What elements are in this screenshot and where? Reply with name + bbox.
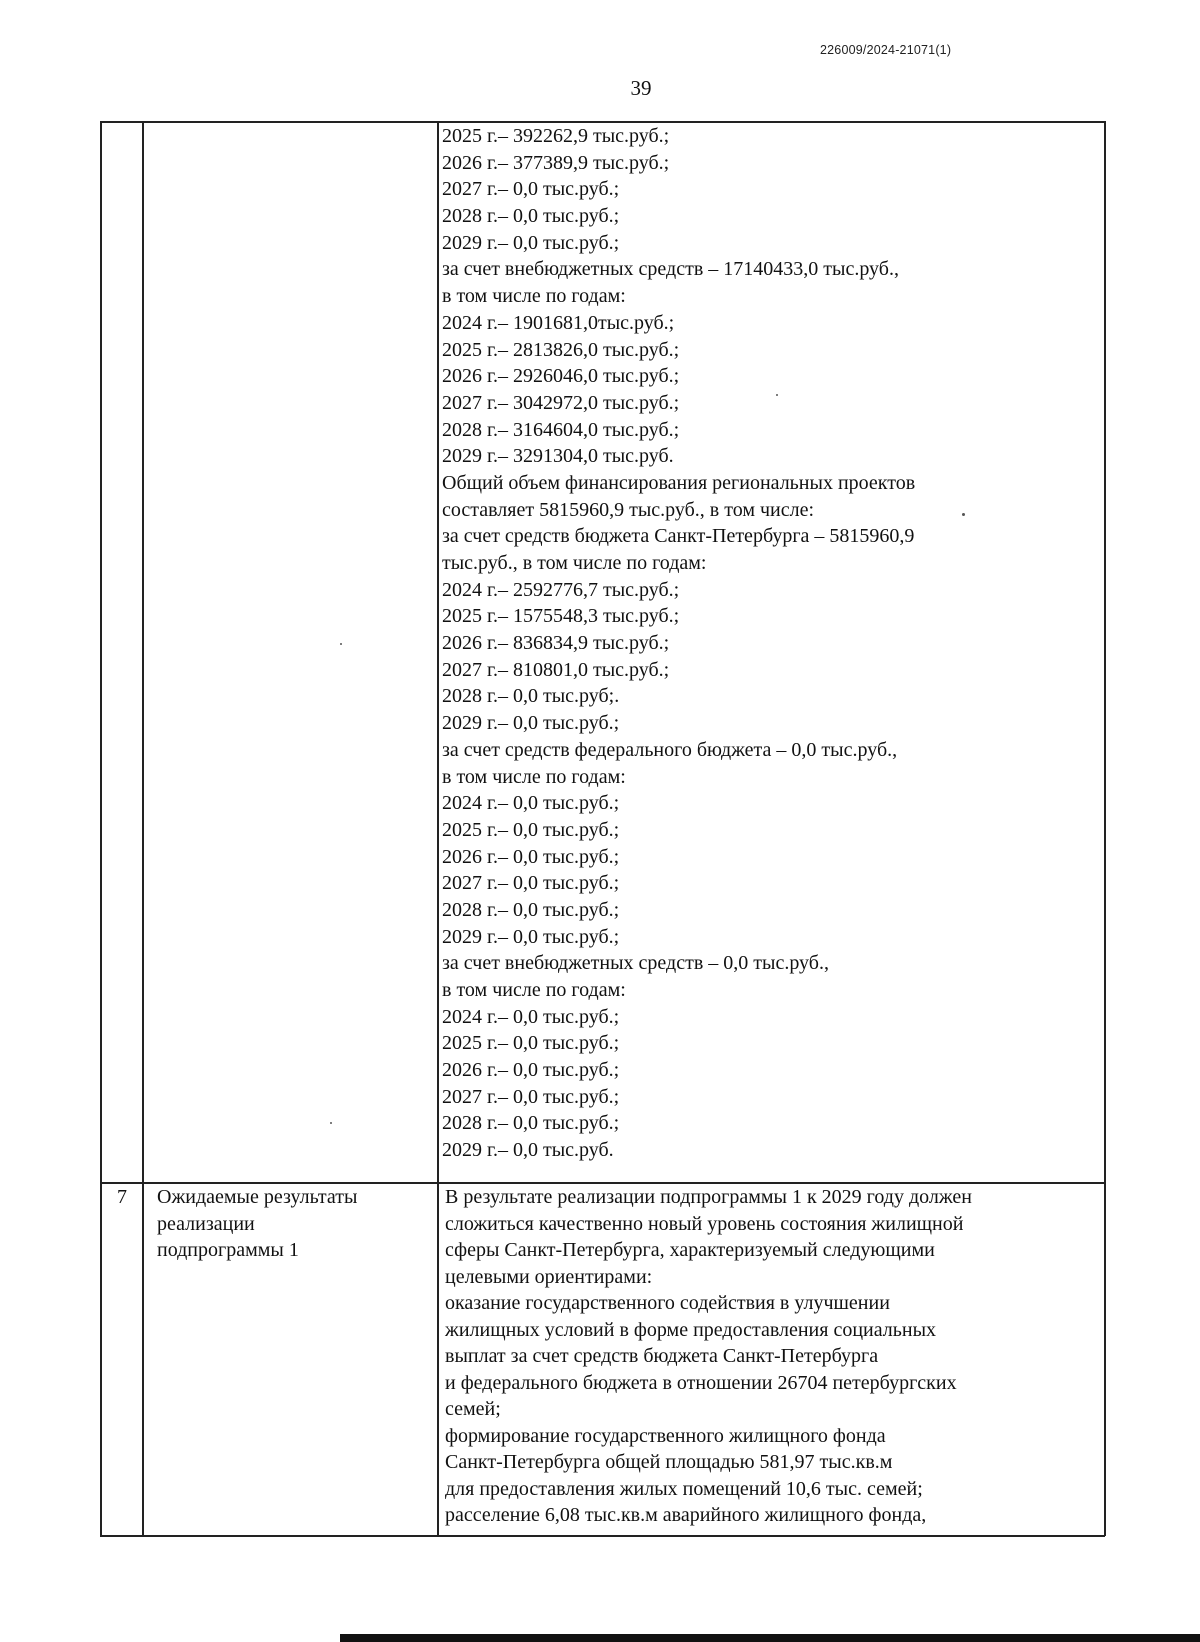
- label-line: подпрограммы 1: [157, 1239, 299, 1261]
- text-line: 2029 г.– 0,0 тыс.руб.: [442, 1139, 614, 1162]
- doc-number: 226009/2024-21071(1): [820, 43, 952, 57]
- text-line: выплат за счет средств бюджета Санкт-Петербурга: [445, 1345, 879, 1367]
- table-left-border: [100, 121, 102, 1536]
- page-number: 39: [630, 76, 652, 100]
- text-line: 2025 г.– 2813826,0 тыс.руб.;: [442, 338, 680, 361]
- text-line: формирование государственного жилищного фонда: [445, 1424, 886, 1447]
- text-line: в том числе по годам:: [442, 979, 626, 1001]
- text-line: в том числе по годам:: [442, 765, 626, 788]
- text-line: за счет средств федерального бюджета – 0,0 тыс.руб.,: [442, 738, 898, 761]
- text-line: 2028 г.– 0,0 тыс.руб.;: [442, 898, 620, 921]
- text-line: 2026 г.– 377389,9 тыс.руб.;: [442, 151, 670, 174]
- table-bottom-border: [100, 1535, 1105, 1537]
- text-line: 2028 г.– 0,0 тыс.руб;.: [442, 685, 620, 708]
- table-right-border: [1104, 121, 1106, 1536]
- text-line: 2026 г.– 836834,9 тыс.руб.;: [442, 632, 670, 655]
- text-line: оказание государственного содействия в улучшении: [445, 1292, 890, 1314]
- text-line: 2024 г.– 0,0 тыс.руб.;: [442, 792, 620, 815]
- scan-edge: [340, 1634, 1200, 1642]
- text-line: Санкт-Петербурга общей площадью 581,97 тыс.кв.м: [445, 1451, 893, 1473]
- text-line: 2027 г.– 0,0 тыс.руб.;: [442, 872, 620, 895]
- text-line: тыс.руб., в том числе по годам:: [442, 552, 707, 574]
- text-line: 2029 г.– 3291304,0 тыс.руб.: [442, 445, 674, 468]
- text-line: 2025 г.– 0,0 тыс.руб.;: [442, 1032, 620, 1055]
- text-line: 2027 г.– 3042972,0 тыс.руб.;: [442, 391, 680, 414]
- scan-speck: [330, 1122, 332, 1124]
- scan-speck: [776, 394, 778, 396]
- text-line: для предоставления жилых помещений 10,6 тыс. семей;: [445, 1477, 923, 1500]
- expected-results-cell: [445, 1184, 1095, 1529]
- text-line: 2025 г.– 0,0 тыс.руб.;: [442, 818, 620, 841]
- scan-speck: [962, 513, 965, 516]
- row-number: 7: [117, 1186, 127, 1208]
- column-divider-1: [142, 121, 144, 1536]
- text-line: 2029 г.– 0,0 тыс.руб.;: [442, 712, 620, 735]
- text-line: 2024 г.– 1901681,0тыс.руб.;: [442, 311, 675, 334]
- text-line: жилищных условий в форме предоставления социальных: [445, 1318, 937, 1341]
- text-line: расселение 6,08 тыс.кв.м аварийного жилищного фонда,: [445, 1504, 927, 1526]
- text-line: 2026 г.– 0,0 тыс.руб.;: [442, 845, 620, 868]
- text-line: семей;: [445, 1398, 501, 1420]
- text-line: сложиться качественно новый уровень состояния жилищной: [445, 1212, 964, 1235]
- financing-continued-cell: [442, 123, 1092, 1164]
- label-line: Ожидаемые результаты: [157, 1186, 358, 1208]
- text-line: В результате реализации подпрограммы 1 к 2029 году должен: [445, 1186, 972, 1208]
- text-line: за счет внебюджетных средств – 17140433,0 тыс.руб.,: [442, 258, 899, 281]
- text-line: 2026 г.– 2926046,0 тыс.руб.;: [442, 365, 680, 388]
- text-line: 2028 г.– 0,0 тыс.руб.;: [442, 205, 620, 228]
- text-line: за счет средств бюджета Санкт-Петербурга – 5815960,9: [442, 525, 915, 548]
- text-line: 2025 г.– 1575548,3 тыс.руб.;: [442, 605, 680, 628]
- text-line: 2027 г.– 0,0 тыс.руб.;: [442, 178, 620, 201]
- text-line: в том числе по годам:: [442, 285, 626, 308]
- text-line: составляет 5815960,9 тыс.руб., в том числе:: [442, 498, 815, 521]
- row-label-cell: [157, 1184, 427, 1264]
- text-line: целевыми ориентирами:: [445, 1265, 653, 1288]
- text-line: 2027 г.– 0,0 тыс.руб.;: [442, 1085, 620, 1108]
- text-line: 2024 г.– 2592776,7 тыс.руб.;: [442, 578, 680, 601]
- text-line: 2025 г.– 392262,9 тыс.руб.;: [442, 125, 670, 147]
- text-line: 2028 г.– 0,0 тыс.руб.;: [442, 1112, 620, 1135]
- text-line: сферы Санкт-Петербурга, характеризуемый следующими: [445, 1239, 935, 1261]
- scan-speck: [340, 643, 342, 645]
- text-line: за счет внебюджетных средств – 0,0 тыс.руб.,: [442, 952, 829, 975]
- text-line: 2024 г.– 0,0 тыс.руб.;: [442, 1005, 620, 1028]
- text-line: 2028 г.– 3164604,0 тыс.руб.;: [442, 418, 680, 441]
- column-divider-2: [437, 121, 439, 1536]
- text-line: 2026 г.– 0,0 тыс.руб.;: [442, 1059, 620, 1082]
- text-line: 2029 г.– 0,0 тыс.руб.;: [442, 231, 620, 254]
- text-line: Общий объем финансирования региональных проектов: [442, 471, 916, 494]
- text-line: и федерального бюджета в отношении 26704 петербургских: [445, 1371, 957, 1394]
- text-line: 2029 г.– 0,0 тыс.руб.;: [442, 925, 620, 948]
- text-line: 2027 г.– 810801,0 тыс.руб.;: [442, 658, 670, 681]
- label-line: реализации: [157, 1212, 255, 1235]
